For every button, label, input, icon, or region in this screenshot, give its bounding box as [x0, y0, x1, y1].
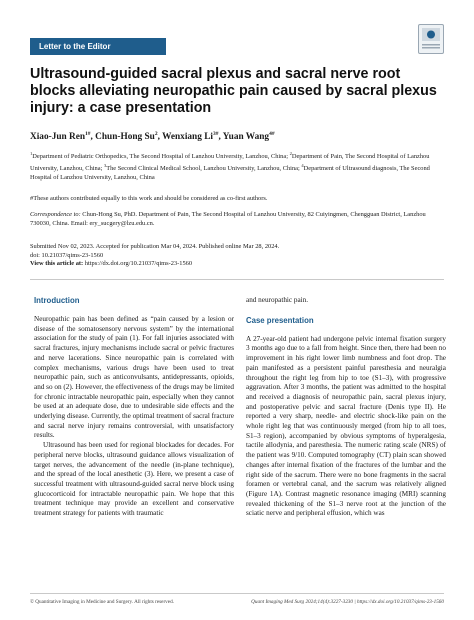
view-article-link[interactable]: View this article at: https://dx.doi.org/10.21037/qims-23-1560 [30, 260, 193, 268]
author: Xiao-Jun Ren$^{1\#}$, [30, 131, 96, 143]
paragraph-continuation: and neuropathic pain. [246, 296, 309, 304]
paragraph: A 27-year-old patient had undergone pelvic internal fixation surgery 3 months ago due to a fall from height. Since then, there had been no improvement in his right lower limb numbness and foot drop. The pain manifested as a persistent painful paresthesia and neuralgia throughout the right leg from hip to toe (S1–3), with progressive aggravation. After 3 months, the patient was admitted to the hospital and received a diagnosis of neuropathic pain, sacral plexus injury, and postoperative pelvic and sacral fracture (Denis type II). He reported a very sharp, needle- and electric shock-like pain on the whole right leg that was continuously merged (from hip to all toes, S1–3 region), accompanied by obvious symptoms of hyperalgesia, tactile allodynia, and paresthesia. The numeric rating scale (NRS) of the patient was 9/10. Computed tomography (CT) plain scan showed changes after internal fixation of the fractures of the lumbar and the right side of the sacrum. There were no bone fragments in the sacral foramen or vertebral canal, and the sacrum was relatively aligned (Figure 1A). Contrast magnetic resonance imaging (MRI) scanning revealed thickening of the S1–3 nerve root at the junction of the sciatic nerve and peripheral effusion, which was [246, 334, 446, 518]
left-column [34, 296, 234, 519]
co-first-author-note: #These authors contributed equally to this work and should be considered as co-first authors. [30, 195, 268, 202]
article-type-badge: Letter to the Editor [30, 38, 166, 55]
affiliations: $^1$Department of Pediatric Orthopedics, The Second Hospital of Lanzhou University, Lanzhou, China; $^2$Department of Pain, The Second Hospital of Lanzhou University, Lanzhou, China; $^3$The Second Clinical Medical School, Lanzhou University, Lanzhou, China; $^4$Department of Ultrasound diagnosis, The Second Hospital of Lanzhou University, Lanzhou, China [30, 151, 430, 181]
submission-dates: Submitted Nov 02, 2023. Accepted for publication Mar 04, 2024. Published online Mar 28, 2024. [30, 243, 280, 250]
footer-divider [30, 593, 444, 594]
publication-info [30, 243, 442, 269]
citation: Quant Imaging Med Surg 2024;14(4):3227-3230 | https://dx.doi.org/10.21037/qims-23-1560 [251, 599, 444, 605]
copyright: © Quantitative Imaging in Medicine and Surgery. All rights reserved. [30, 599, 174, 605]
section-heading-case-presentation: Case presentation [246, 315, 314, 325]
right-column [246, 296, 446, 519]
doi: doi: 10.21037/qims-23-1560 [30, 251, 104, 259]
correspondence: Correspondence to: Chun-Hong Su, PhD. Department of Pain, The Second Hospital of Lanzhou University, 82 Cuiyingmen, Chengguan District, Lanzhou 730030, China. Email: ery_sucgery@lzu.edu.cn. [30, 211, 426, 227]
author: Yuan Wang$^{4\#}$ [222, 131, 275, 143]
paragraph: Ultrasound has been used for regional blockades for decades. For peripheral nerve blocks, ultrasound guidance allows visualization of target nerves, the advancement of the needle (in-plane technique), and the spread of the local anesthetic (3). Here, we present a case of successful treatment with ultrasound-guided sacral nerve block using glucocorticoid for intractable neuropathic pain. We hope that this treatment technique may provide an excellent and conservative treatment strategy for patients with traumatic [34, 441, 234, 518]
author: Chun-Hong Su$^2$, [95, 131, 163, 143]
section-heading-introduction: Introduction [34, 296, 80, 305]
journal-logo [418, 24, 444, 54]
author-list [30, 128, 442, 143]
paragraph: Neuropathic pain has been defined as “pain caused by a lesion or disease of the somatosensory nervous system” by the international association for the study of pain (1). For fall injuries associated with sacral fractures, injury mechanisms include sacral or pelvic fractures and nerve lacerations. Since neuropathic pain is correlated with complex mechanisms, various drugs have been used to treat neuropathic pain, such as anticonvulsants, antidepressants, opioids, and so on (2). However, the effectiveness of the drugs may be limited for chronic intractable neuropathic pain, especially when they cannot be used at an adequate dose, due to undesirable side effects and the underlying disease. Currently, the optimal treatment of sacral fracture and sacral nerve injury remains controversial, with unsatisfactory results. [34, 315, 234, 440]
author: Wenxiang $Li^{3\#}$, [162, 131, 223, 143]
article-title: Ultrasound-guided sacral plexus and sacral nerve root blocks alleviating neuropathic pain caused by sacral plexus injury: a case presentation [30, 66, 437, 116]
divider [30, 279, 444, 280]
